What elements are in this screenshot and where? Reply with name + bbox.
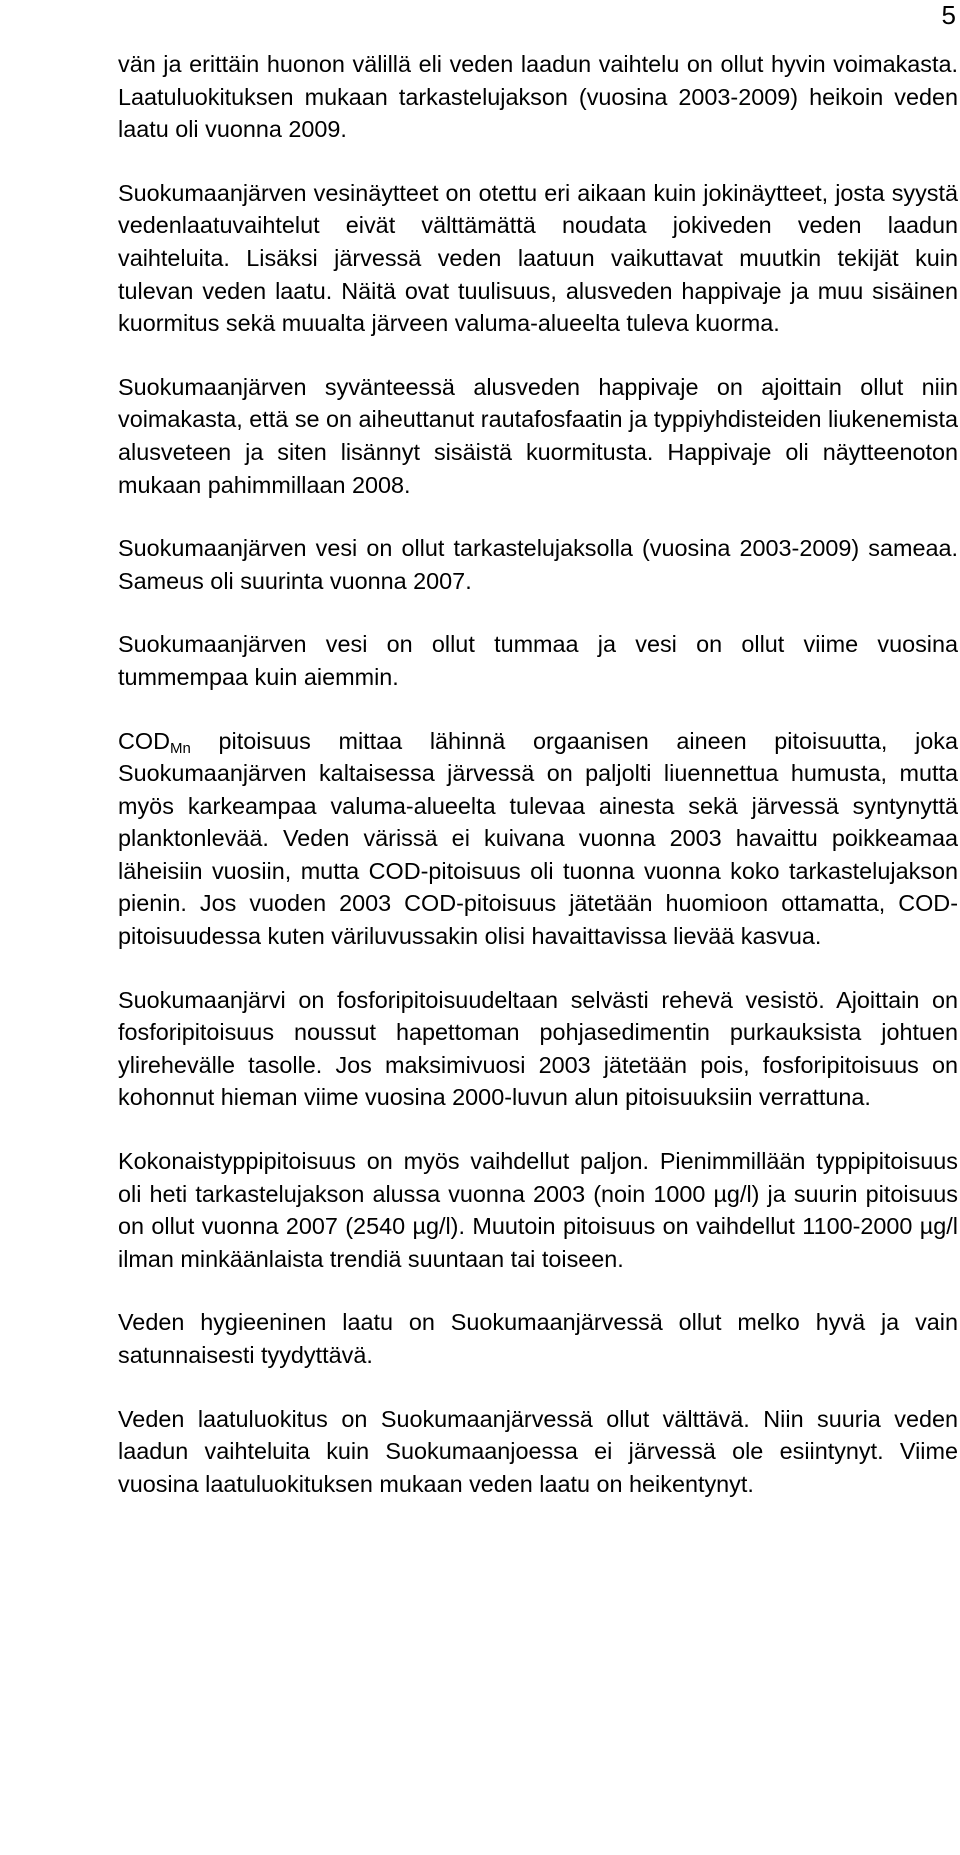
paragraph-sampling-times: Suokumaanjärven vesinäytteet on otettu eri aikaan kuin jokinäytteet, josta syystä vedenlaatuvaihtelut eivät välttämättä noudata jokiveden veden laadun vaihteluita. Lisäksi järvessä veden laatuun vaikuttavat muutkin tekijät kuin tulevan veden laatu. Näitä ovat tuulisuus, alusveden happivaje ja muu sisäinen kuormitus sekä muualta järveen valuma-alueelta tuleva kuorma. (118, 179, 958, 337)
cod-subscript: Mn (169, 739, 191, 757)
paragraph-oxygen-deficit: Suokumaanjärven syvänteessä alusveden happivaje on ajoittain ollut niin voimakasta, että se on aiheuttanut rautafosfaatin ja typpiyhdisteiden liukenemista alusveteen ja siten lisännyt sisäistä kuormitusta. Happivaje oli näytteenoton mukaan pahimmillaan 2008. (118, 373, 958, 498)
paragraph-hygienic-quality: Veden hygieeninen laatu on Suokumaanjärvessä ollut melko hyvä ja vain satunnaisesti tyydyttävä. (118, 1309, 958, 1368)
paragraph-water-color: Suokumaanjärven vesi on ollut tummaa ja vesi on ollut viime vuosina tummempaa kuin aiemmin. (118, 631, 958, 690)
cod-text: pitoisuus mittaa lähinnä orgaanisen aineen pitoisuutta, joka Suokumaanjärven kaltaisessa järvessä on paljolti liuennettua humusta, mutta myös karkeampaa valuma-alueelta tulevaa ainesta sekä järvessä syntynyttä planktonlevää. Veden värissä ei kuivana vuonna 2003 havaittu poikkeamaa läheisiin vuosiin, mutta COD-pitoisuus oli tuonna vuonna koko tarkastelujakson pienin. Jos vuoden 2003 COD-pitoisuus jätetään huomioon ottamatta, COD-pitoisuudessa kuten väriluvussakin olisi havaittavissa lievää kasvua. (118, 727, 958, 950)
page-number: 5 (941, 0, 956, 30)
paragraph-turbidity: Suokumaanjärven vesi on ollut tarkastelujaksolla (vuosina 2003-2009) sameaa. Sameus oli suurinta vuonna 2007. (118, 535, 958, 594)
paragraph-phosphorus: Suokumaanjärvi on fosforipitoisuudeltaan selvästi rehevä vesistö. Ajoittain on fosforipitoisuus noussut hapettoman pohjasedimentin purkauksista johtuen ylirehevälle tasolle. Jos maksimivuosi 2003 jätetään pois, fosforipitoisuus on kohonnut hieman viime vuosina 2000-luvun alun pitoisuuksiin verrattuna. (118, 986, 958, 1111)
paragraph-quality-classification: Veden laatuluokitus on Suokumaanjärvessä ollut välttävä. Niin suuria veden laadun vaihteluita kuin Suokumaanjoessa ei järvessä ole esiintynyt. Viime vuosina laatuluokituksen mukaan veden laatu on heikentynyt. (118, 1405, 958, 1497)
paragraph-nitrogen: Kokonaistyppipitoisuus on myös vaihdellut paljon. Pienimmillään typpipitoisuus oli heti tarkastelujakson alussa vuonna 2003 (noin 1000 µg/l) ja suurin pitoisuus on ollut vuonna 2007 (2540 µg/l). Muutoin pitoisuus on vaihdellut 1100-2000 µg/l ilman minkäänlaista trendiä suuntaan tai toiseen. (118, 1148, 958, 1272)
paragraph-water-quality-variation: vän ja erittäin huonon välillä eli veden laadun vaihtelu on ollut hyvin voimakasta. Laatuluokituksen mukaan tarkastelujakson (vuosina 2003-2009) heikoin veden laatu oli vuonna 2009. (118, 51, 958, 143)
paragraph-cod (118, 725, 958, 953)
cod-label: COD (118, 727, 170, 754)
document-body (118, 48, 958, 1500)
